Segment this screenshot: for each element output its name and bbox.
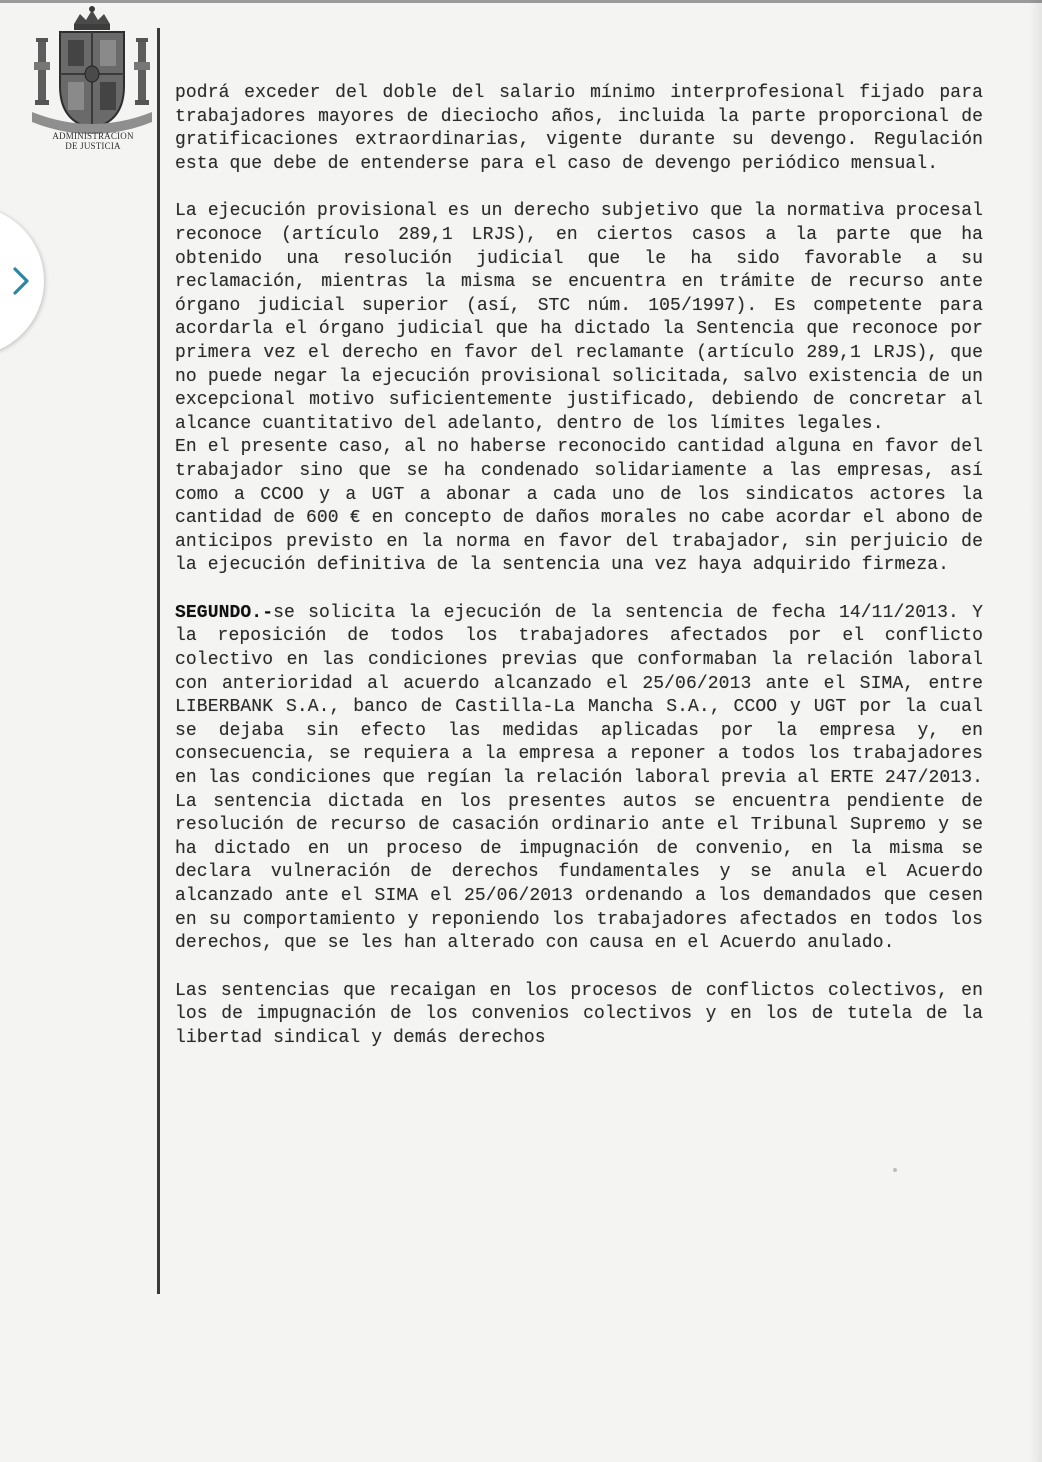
emblem-caption — [33, 131, 153, 151]
document-body — [175, 82, 983, 1075]
paragraph-5: Las sentencias que recaigan en los procesos de conflictos colectivos, en los de impugnación de los convenios colectivos y en los de tutela de la libertad sindical y demás derechos — [175, 980, 983, 1048]
paragraph-4-text: se solicita la ejecución de la sentencia de fecha 14/11/2013. Y la reposición de todos los trabajadores afectados por el conflicto colectivo en las condiciones previas que conformaban la relación laboral con anterioridad al acuerdo alcanzado el 25/06/2013 ante el SIMA, entre LIBERBANK S.A., banco de Castilla-La Mancha S.A., CCOO y UGT por la cual se dejaba sin efecto las medidas aplicadas por la empresa y, en consecuencia, se requiera a la empresa a reponer a todos los trabajadores en las condiciones que regían la relación laboral previa al ERTE 247/2013. La sentencia dictada en los presentes autos se encuentra pendiente de resolución de recurso de casación ordinario ante el Tribunal Supremo y se ha dictado en un proceso de impugnación de convenio, en la misma se declara vulneración de derechos fundamentales y se anula el Acuerdo alcanzado ante el SIMA el 25/06/2013 ordenando a los demandados que cesen en su comportamiento y reponiendo los trabajadores afectados en todos los derechos, que se les han alterado con causa en el Acuerdo anulado. — [175, 602, 983, 954]
emblem-caption-line2: DE JUSTICIA — [65, 141, 121, 151]
paragraph-3: En el presente caso, al no haberse reconocido cantidad alguna en favor del trabajador sino que se ha condenado solidariamente a las empresas, así como a CCOO y a UGT a abonar a cada uno de los sindicatos actores la cantidad de 600 € en concepto de daños morales no cabe acordar el abono de anticipos previsto en la norma en favor del trabajador, sin perjuicio de la ejecución definitiva de la sentencia una vez haya adquirido firmeza. — [175, 437, 983, 576]
emblem-caption-line1: ADMINISTRACION — [52, 131, 134, 141]
chevron-right-icon — [10, 266, 32, 296]
page-right-shadow — [1028, 0, 1042, 1462]
margin-rule — [157, 28, 160, 1294]
paragraph-4 — [175, 602, 983, 956]
scan-speck — [893, 1168, 897, 1172]
paragraph-1: podrá exceder del doble del salario mínimo interprofesional fijado para trabajadores mayores de dieciocho años, incluida la parte proporcional de gratificaciones extraordinarias, vigente durante su devengo. Regulación esta que debe de entenderse para el caso de devengo periódico mensual. — [175, 83, 983, 174]
next-page-button[interactable] — [0, 206, 44, 356]
page-top-edge — [0, 0, 1042, 3]
section-heading-segundo: SEGUNDO.- — [175, 602, 274, 623]
paragraph-2: La ejecución provisional es un derecho subjetivo que la normativa procesal reconoce (artículo 289,1 LRJS), en ciertos casos a la parte que ha obtenido una resolución judicial que le ha sido favorable a su reclamación, mientras la misma se encuentra en trámite de recurso ante órgano judicial superior (así, STC núm. 105/1997). Es competente para acordarla el órgano judicial que ha dictado la Sentencia que reconoce por primera vez el derecho en favor del reclamante (artículo 289,1 LRJS), que no puede negar la ejecución provisional solicitada, salvo existencia de un excepcional motivo suficientemente justificado, debiendo de concretar al alcance cuantitativo del adelanto, dentro de los límites legales. — [175, 201, 983, 434]
